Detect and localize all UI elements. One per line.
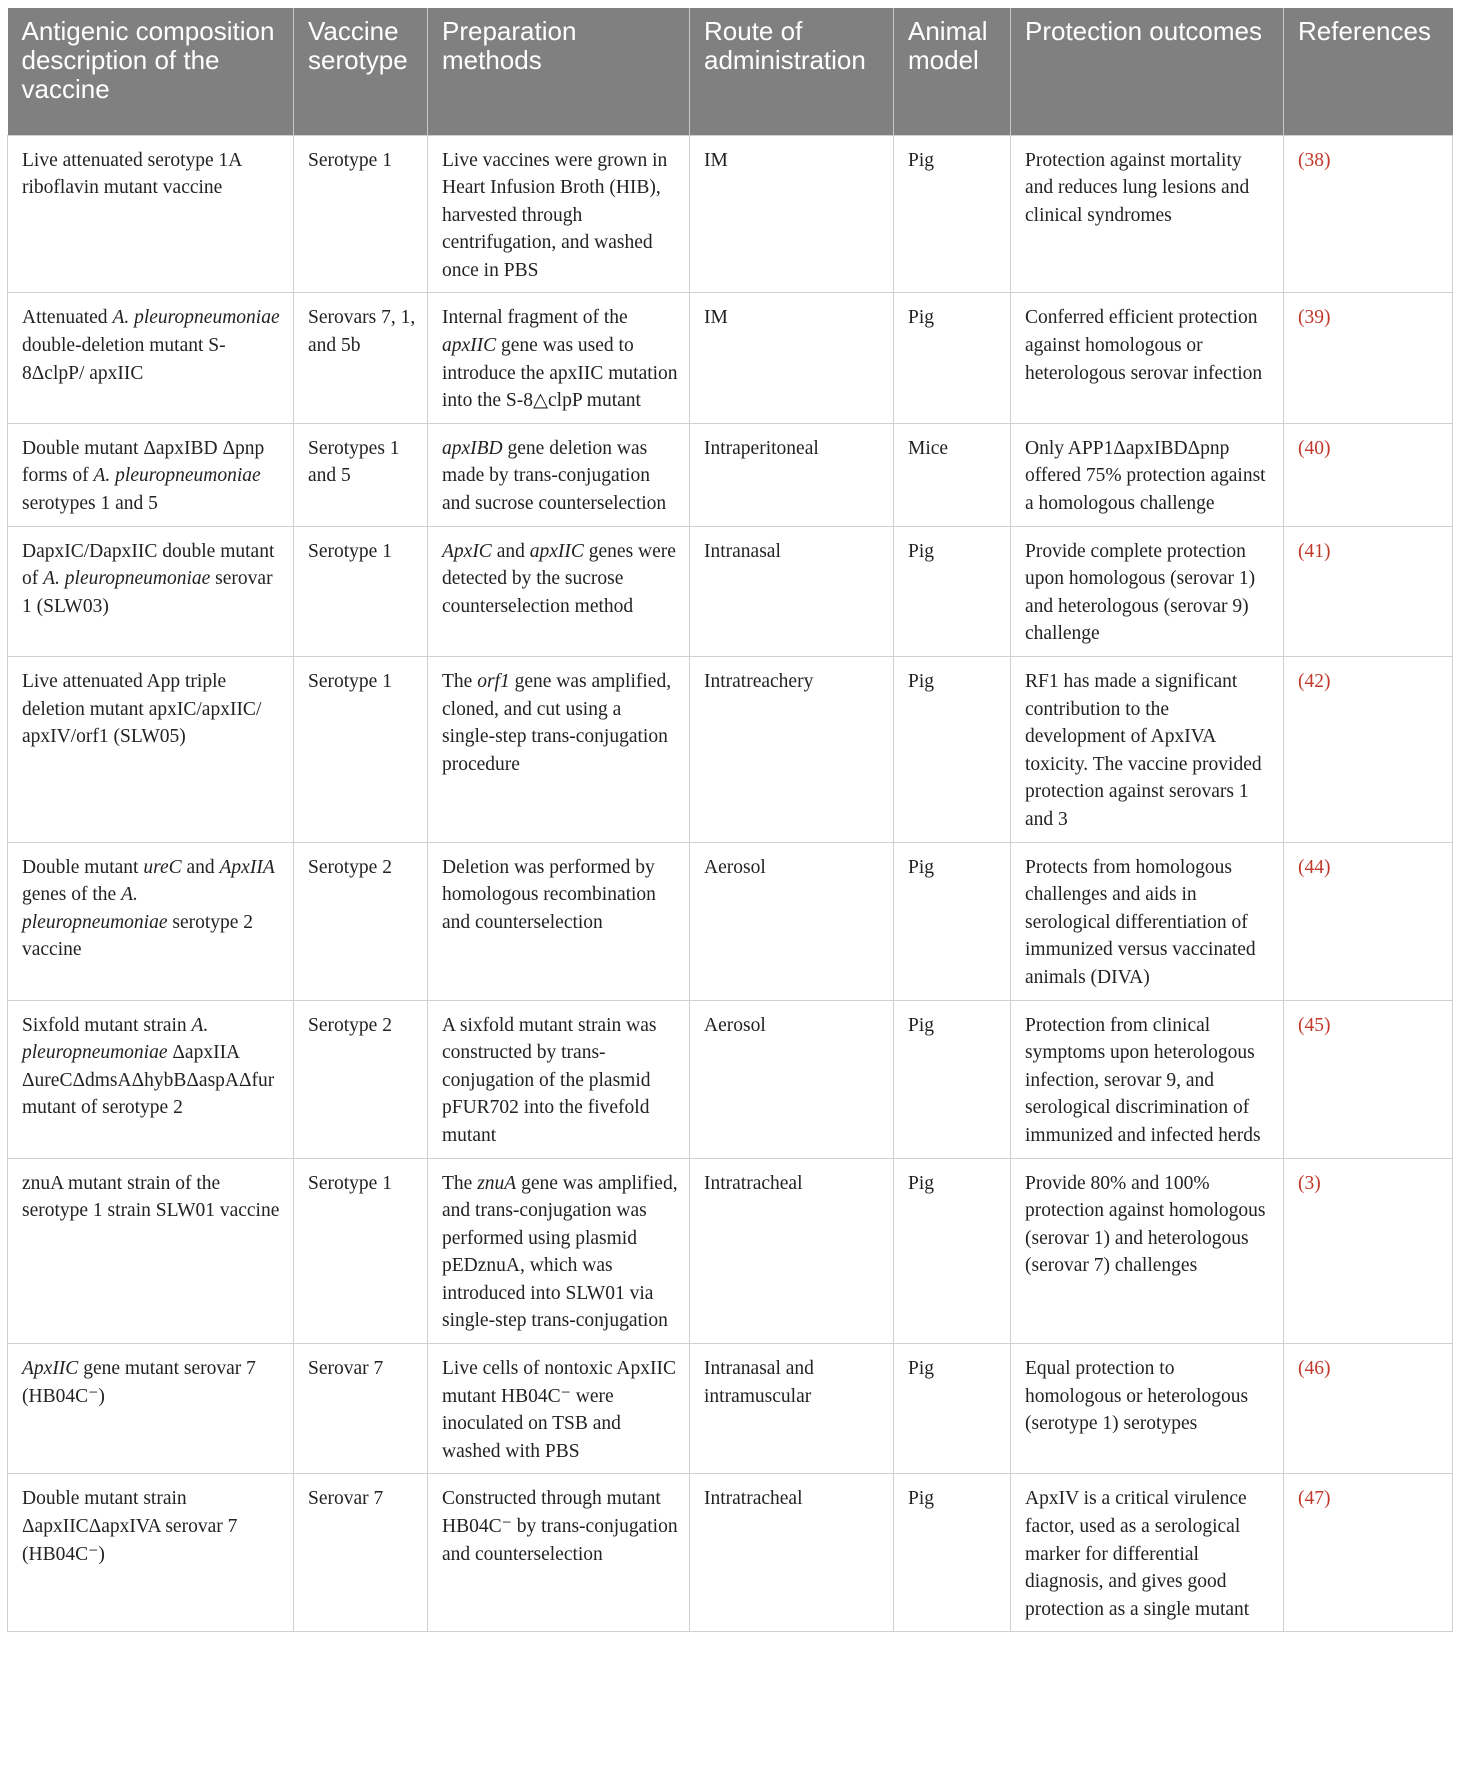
cell-reference — [1284, 842, 1453, 1000]
reference-link[interactable]: 44 — [1304, 856, 1324, 878]
cell-composition: Live attenuated App triple deletion mutant apxIC/apxIIC/ apxIV/orf1 (SLW05) — [8, 657, 294, 843]
text-segment: Sixfold mutant strain — [22, 1014, 192, 1036]
header-outcome: Protection outcomes — [1011, 8, 1284, 135]
cell-reference — [1284, 526, 1453, 656]
cell-serotype: Serovar 7 — [294, 1474, 428, 1632]
cell-serotype: Serovar 7 — [294, 1344, 428, 1474]
cell-preparation — [428, 293, 690, 423]
cell-reference — [1284, 1000, 1453, 1158]
reference-link[interactable]: 40 — [1304, 437, 1324, 459]
table-row — [8, 423, 1453, 526]
cell-route: Intranasal and intramuscular — [690, 1344, 894, 1474]
cell-preparation: A sixfold mutant strain was constructed by trans-conjugation of the plasmid pFUR702 into the fivefold mutant — [428, 1000, 690, 1158]
cell-outcome: Equal protection to homologous or heterologous (serotype 1) serotypes — [1011, 1344, 1284, 1474]
italic-text: A. pleuropneumoniae — [112, 307, 280, 329]
cell-outcome: Protection from clinical symptoms upon heterologous infection, serovar 9, and serological discrimination of immunized and infected herds — [1011, 1000, 1284, 1158]
cell-serotype: Serotype 1 — [294, 657, 428, 843]
cell-preparation — [428, 1158, 690, 1344]
cell-composition: znuA mutant strain of the serotype 1 strain SLW01 vaccine — [8, 1158, 294, 1344]
italic-text: apxIIC — [529, 540, 584, 562]
cell-outcome: Protection against mortality and reduces lung lesions and clinical syndromes — [1011, 135, 1284, 293]
header-preparation: Preparation methods — [428, 8, 690, 135]
cell-outcome: Provide complete protection upon homologous (serovar 1) and heterologous (serovar 9) challenge — [1011, 526, 1284, 656]
cell-outcome: Only APP1ΔapxIBDΔpnp offered 75% protection against a homologous challenge — [1011, 423, 1284, 526]
italic-text: ApxIIC — [22, 1358, 79, 1380]
text-segment: gene was amplified, cloned, and cut using a single-step trans-conjugation procedure — [442, 671, 672, 775]
cell-route: IM — [690, 135, 894, 293]
table-row — [8, 1000, 1453, 1158]
reference-link[interactable]: 47 — [1304, 1488, 1324, 1510]
cell-preparation: Live vaccines were grown in Heart Infusion Broth (HIB), harvested through centrifugation, and washed once in PBS — [428, 135, 690, 293]
text-segment: and — [181, 856, 220, 878]
cell-route: Intraperitoneal — [690, 423, 894, 526]
header-row — [8, 8, 1453, 135]
cell-animal: Pig — [894, 135, 1011, 293]
reference-close-paren: ) — [1314, 1172, 1321, 1194]
reference-open-paren: ( — [1298, 1358, 1305, 1380]
cell-route: Aerosol — [690, 842, 894, 1000]
reference-open-paren: ( — [1298, 149, 1305, 171]
cell-outcome: ApxIV is a critical virulence factor, used as a serological marker for differential diagnosis, and gives good protection as a single mutant — [1011, 1474, 1284, 1632]
cell-serotype: Serotype 2 — [294, 1000, 428, 1158]
cell-composition — [8, 423, 294, 526]
cell-animal: Pig — [894, 1000, 1011, 1158]
table-row — [8, 135, 1453, 293]
cell-serotype: Serotype 1 — [294, 526, 428, 656]
header-route: Route of administration — [690, 8, 894, 135]
cell-route: Aerosol — [690, 1000, 894, 1158]
text-segment: genes of the — [22, 884, 122, 906]
text-segment: gene mutant serovar 7 (HB04C⁻) — [22, 1358, 256, 1407]
text-segment: The — [442, 671, 478, 692]
cell-preparation: Live cells of nontoxic ApxIIC mutant HB04C⁻ were inoculated on TSB and washed with PBS — [428, 1344, 690, 1474]
reference-close-paren: ) — [1324, 437, 1331, 459]
italic-text: A. pleuropneumoniae — [22, 1014, 209, 1064]
text-segment: genes were detected by the sucrose counterselection method — [442, 540, 676, 617]
table-row — [8, 526, 1453, 656]
cell-reference — [1284, 657, 1453, 843]
cell-preparation — [428, 657, 690, 843]
text-segment: Internal fragment of the — [442, 307, 628, 329]
cell-composition — [8, 842, 294, 1000]
header-references: References — [1284, 8, 1453, 135]
text-segment: The — [442, 1172, 478, 1194]
cell-animal: Pig — [894, 526, 1011, 656]
text-segment: serotypes 1 and 5 — [22, 493, 158, 515]
cell-animal: Pig — [894, 293, 1011, 423]
reference-open-paren: ( — [1298, 437, 1305, 459]
cell-animal: Pig — [894, 842, 1011, 1000]
vaccine-table — [7, 8, 1453, 1632]
italic-text: orf1 — [477, 671, 510, 692]
reference-open-paren: ( — [1298, 1488, 1305, 1510]
cell-composition — [8, 1000, 294, 1158]
cell-route: Intranasal — [690, 526, 894, 656]
italic-text: A. pleuropneumoniae — [22, 884, 168, 933]
vaccine-table-container — [7, 8, 1452, 1632]
text-segment: DapxIC/DapxIIC double mutant of — [22, 540, 275, 590]
italic-text: ApxIC — [442, 540, 492, 562]
header-composition: Antigenic composition description of the vaccine — [8, 8, 294, 135]
cell-reference — [1284, 1158, 1453, 1344]
cell-composition — [8, 1344, 294, 1474]
reference-link[interactable]: 3 — [1304, 1172, 1315, 1194]
cell-serotype: Serotypes 1 and 5 — [294, 423, 428, 526]
cell-route: IM — [690, 293, 894, 423]
italic-text: znuA — [477, 1172, 517, 1194]
italic-text: ApxIIA — [219, 856, 275, 878]
cell-route: Intratracheal — [690, 1474, 894, 1632]
reference-link[interactable]: 39 — [1304, 307, 1324, 329]
cell-reference — [1284, 1474, 1453, 1632]
cell-animal: Pig — [894, 657, 1011, 843]
cell-reference — [1284, 1344, 1453, 1474]
cell-composition — [8, 293, 294, 423]
text-segment: Double mutant ΔapxIBD Δpnp forms of — [22, 437, 265, 487]
reference-open-paren: ( — [1298, 1172, 1305, 1194]
cell-preparation — [428, 423, 690, 526]
cell-composition — [8, 526, 294, 656]
italic-text: A. pleuropneumoniae — [43, 568, 211, 590]
reference-close-paren: ) — [1324, 307, 1331, 329]
cell-animal: Mice — [894, 423, 1011, 526]
reference-close-paren: ) — [1324, 1488, 1331, 1510]
table-row — [8, 1474, 1453, 1632]
table-body — [8, 135, 1453, 1632]
header-animal: Animal model — [894, 8, 1011, 135]
italic-text: A. pleuropneumoniae — [93, 465, 261, 487]
cell-outcome: Conferred efficient protection against homologous or heterologous serovar infection — [1011, 293, 1284, 423]
reference-close-paren: ) — [1324, 149, 1331, 171]
cell-outcome: RF1 has made a significant contribution to the development of ApxIVA toxicity. The vaccine provided protection against serovars 1 and 3 — [1011, 657, 1284, 843]
cell-serotype: Serotype 2 — [294, 842, 428, 1000]
reference-open-paren: ( — [1298, 540, 1305, 562]
cell-serotype: Serovars 7, 1, and 5b — [294, 293, 428, 423]
cell-preparation — [428, 526, 690, 656]
cell-outcome: Protects from homologous challenges and aids in serological differentiation of immunized versus vaccinated animals (DIVA) — [1011, 842, 1284, 1000]
text-segment: serovar 1 (SLW03) — [22, 568, 273, 617]
table-row — [8, 1344, 1453, 1474]
header-serotype: Vaccine serotype — [294, 8, 428, 135]
text-segment: Attenuated — [22, 307, 113, 329]
reference-link[interactable]: 46 — [1304, 1358, 1324, 1380]
reference-close-paren: ) — [1324, 671, 1331, 692]
cell-reference — [1284, 293, 1453, 423]
text-segment: double-deletion mutant S-8ΔclpP/ apxIIC — [22, 335, 226, 384]
text-segment: and — [491, 540, 530, 562]
reference-close-paren: ) — [1324, 1358, 1331, 1380]
cell-reference — [1284, 135, 1453, 293]
text-segment: gene was used to introduce the apxIIC mutation into the S-8△clpP mutant — [442, 335, 678, 412]
reference-link[interactable]: 42 — [1304, 671, 1324, 692]
reference-close-paren: ) — [1324, 540, 1331, 562]
cell-serotype: Serotype 1 — [294, 1158, 428, 1344]
table-row — [8, 842, 1453, 1000]
cell-preparation: Deletion was performed by homologous recombination and counterselection — [428, 842, 690, 1000]
cell-serotype: Serotype 1 — [294, 135, 428, 293]
reference-close-paren: ) — [1324, 1014, 1331, 1036]
cell-outcome: Provide 80% and 100% protection against homologous (serovar 1) and heterologous (serovar 7) challenges — [1011, 1158, 1284, 1344]
reference-open-paren: ( — [1298, 856, 1305, 878]
cell-reference — [1284, 423, 1453, 526]
cell-preparation: Constructed through mutant HB04C⁻ by trans-conjugation and counterselection — [428, 1474, 690, 1632]
reference-link[interactable]: 45 — [1304, 1014, 1324, 1036]
text-segment: ΔapxIIA ΔureCΔdmsAΔhybBΔaspAΔfur mutant of serotype 2 — [22, 1042, 275, 1119]
table-row — [8, 657, 1453, 843]
italic-text: apxIBD — [442, 437, 503, 459]
reference-close-paren: ) — [1324, 856, 1331, 878]
italic-text: ureC — [143, 856, 182, 878]
reference-open-paren: ( — [1298, 307, 1305, 329]
cell-animal: Pig — [894, 1344, 1011, 1474]
table-row — [8, 293, 1453, 423]
text-segment: Double mutant — [22, 856, 144, 878]
cell-composition: Double mutant strain ΔapxIICΔapxIVA serovar 7 (HB04C⁻) — [8, 1474, 294, 1632]
text-segment: gene was amplified, and trans-conjugation was performed using plasmid pEDznuA, which was introduced into SLW01 via single-step trans-conjugation — [442, 1172, 678, 1332]
cell-animal: Pig — [894, 1158, 1011, 1344]
table-row — [8, 1158, 1453, 1344]
text-segment: gene deletion was made by trans-conjugation and sucrose counterselection — [442, 437, 667, 515]
reference-link[interactable]: 38 — [1304, 149, 1324, 171]
cell-route: Intratracheal — [690, 1158, 894, 1344]
cell-animal: Pig — [894, 1474, 1011, 1632]
cell-route: Intratreachery — [690, 657, 894, 843]
reference-open-paren: ( — [1298, 1014, 1305, 1036]
text-segment: serotype 2 vaccine — [22, 911, 254, 961]
reference-open-paren: ( — [1298, 671, 1305, 692]
reference-link[interactable]: 41 — [1304, 540, 1324, 562]
cell-composition: Live attenuated serotype 1A riboflavin mutant vaccine — [8, 135, 294, 293]
italic-text: apxIIC — [442, 335, 497, 357]
